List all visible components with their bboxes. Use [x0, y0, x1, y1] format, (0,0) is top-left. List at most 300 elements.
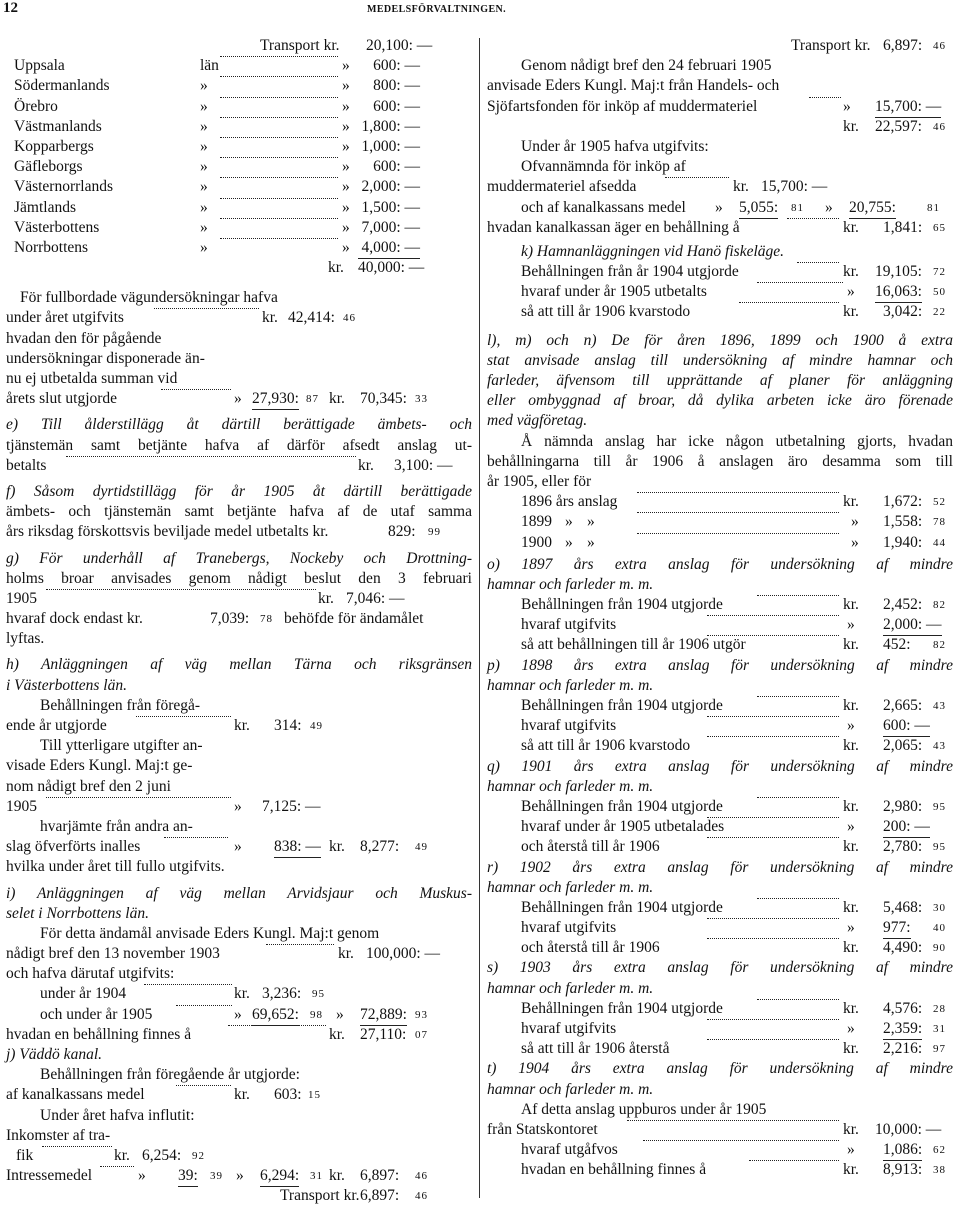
left-column: [6, 36, 472, 1207]
text: j) Väddö kanal.: [6, 1046, 102, 1063]
label: så att behållningen till år 1906 utgör: [521, 636, 746, 654]
transport-value: 20,100: —: [366, 37, 433, 54]
text: nu ej utbetalda summan vid: [6, 370, 178, 387]
county-name: Södermanlands: [14, 77, 110, 95]
text: farleder, äfvensom till upprättande af planer för anläggning: [487, 372, 953, 389]
amount-line: [6, 308, 472, 328]
ore: 28: [933, 1002, 946, 1015]
leader-dots: [787, 218, 839, 219]
leader-dots: [220, 97, 338, 98]
amount: 100,000: —: [366, 945, 441, 963]
ditto: »: [342, 137, 350, 155]
ore: 97: [933, 1043, 946, 1056]
text-line: [487, 979, 953, 999]
county-amount: 600: —: [373, 57, 420, 75]
kr-label: kr.: [843, 999, 859, 1017]
text: år 1905, eller för: [487, 472, 592, 490]
ditto: »: [336, 1005, 344, 1023]
ditto: »: [847, 1020, 855, 1037]
leader-dots: [757, 797, 839, 798]
county-amount: 1,000: —: [361, 137, 420, 155]
kr-label: kr.: [329, 1167, 345, 1185]
section-q-heading: [487, 757, 953, 777]
amount: 5,468:: [883, 898, 923, 916]
amount: 10,000: —: [875, 1120, 942, 1138]
leader-dots: [757, 282, 843, 283]
leader-dots: [161, 389, 231, 390]
text: l), m) och n) De för åren 1896, 1899 och 1900 å extra: [487, 331, 953, 349]
label: Intressemedel: [6, 1167, 93, 1185]
kr-label: kr.: [114, 1146, 130, 1164]
text: och hafva därutaf utgifvits:: [6, 965, 175, 983]
amount: 69,652:: [252, 1005, 299, 1026]
leader-dots: [707, 938, 839, 939]
text-line: [487, 575, 953, 595]
amount: 2,359:: [883, 1019, 922, 1040]
kr-label: kr.: [843, 303, 859, 321]
amount-line: [6, 609, 472, 629]
ore: 99: [428, 526, 441, 539]
county-mark: »: [200, 158, 208, 176]
county-total-line: [6, 258, 472, 278]
county-mark: »: [200, 77, 208, 95]
page-header: [0, 0, 960, 14]
text: Under år 1905 hafva utgifvits:: [521, 137, 709, 155]
right-column: [487, 36, 953, 1181]
amount: 15,700: —: [875, 97, 941, 118]
text-line: [487, 676, 953, 696]
text: hamnar och farleder m. m.: [487, 979, 654, 997]
leader-dots: [707, 837, 839, 838]
ditto: »: [234, 797, 242, 815]
ditto: »: [342, 77, 350, 95]
text: Under året hafva influtit:: [40, 1106, 195, 1124]
section-r-heading: [487, 858, 953, 878]
ditto: »: [847, 717, 855, 735]
total: 8,277:: [360, 838, 400, 856]
leader-dots: [637, 533, 839, 534]
text-line: [6, 569, 472, 589]
leader-dots: [220, 157, 338, 158]
label: och återstå till år 1906: [521, 838, 660, 856]
label: årets slut utgjorde: [6, 390, 118, 408]
text-line: [487, 371, 953, 391]
amount: 2,216:: [883, 1040, 923, 1058]
text-line: [487, 76, 953, 96]
transport-line: [6, 1186, 472, 1206]
label: hvaraf under år 1905 utbetalades: [521, 818, 725, 836]
amount-line: [487, 999, 953, 1019]
label: så att till år 1906 kvarstodo: [521, 737, 691, 755]
section-lmn-heading: [487, 331, 953, 351]
label: Behållningen från 1904 utgjorde: [521, 596, 723, 614]
leader-dots: [757, 595, 839, 596]
label: behöfde för ändamålet: [284, 610, 424, 628]
amount-line: [487, 797, 953, 817]
amount: 2,980:: [883, 797, 923, 815]
county-mark: »: [200, 178, 208, 196]
amount: 2,780:: [883, 838, 923, 856]
text: För detta ändamål anvisade Eders Kungl. Maj:t genom: [40, 924, 380, 942]
section-i-heading: [6, 884, 472, 904]
label: fik: [16, 1146, 34, 1164]
ore: 44: [933, 536, 946, 549]
text: Till ytterligare utgifter an-: [40, 737, 203, 755]
text: lyftas.: [6, 630, 45, 648]
text-line: [6, 857, 472, 877]
county-amount: 7,000: —: [361, 218, 420, 236]
county-row: [6, 56, 472, 76]
amount-line: [487, 282, 953, 302]
amount: 3,100: —: [394, 456, 453, 474]
text: visade Eders Kungl. Maj:t ge-: [6, 757, 193, 775]
kr-label: kr.: [843, 1040, 859, 1058]
text: holms broar anvisades genom nådigt beslut den 3 februari: [6, 569, 472, 587]
leader-dots: [797, 262, 839, 263]
text-line: [6, 436, 472, 456]
label: hvaraf utgifvits: [521, 717, 617, 735]
text-line: [487, 157, 953, 177]
text: hvadan den för pågående: [6, 329, 162, 347]
leader-dots: [707, 1039, 839, 1040]
leader-dots: [757, 898, 839, 899]
text: nom nådigt bref den 2 juni: [6, 777, 171, 795]
ore: 38: [933, 1164, 946, 1177]
leader-dots: [643, 1140, 839, 1141]
ore: 81: [927, 201, 940, 214]
ditto: »: [342, 178, 350, 196]
section-t-heading: [487, 1059, 953, 1079]
text: f) Såsom dyrtidstillägg för år 1905 åt därtill berättigade: [6, 482, 472, 500]
total: 20,755:: [849, 198, 896, 219]
text-line: [487, 878, 953, 898]
section-k-heading: [487, 242, 953, 262]
ditto: »: [851, 513, 859, 531]
ore: 98: [310, 1008, 323, 1021]
ore: 46: [933, 120, 946, 133]
label: och under år 1905: [40, 1005, 153, 1023]
ditto: »: [587, 513, 595, 531]
text-line: [6, 924, 472, 944]
amount-line: [487, 1140, 953, 1160]
label: under år 1904: [40, 985, 127, 1003]
leader-dots: [176, 1085, 231, 1086]
anslag-row: [487, 492, 953, 512]
text-line: [6, 329, 472, 349]
leader-dots: [220, 76, 338, 77]
text: k) Hamnanläggningen vid Hanö fiskeläge.: [521, 242, 785, 260]
amount: 977:: [883, 918, 911, 939]
text-line: [487, 777, 953, 797]
text: hamnar och farleder m. m.: [487, 575, 654, 593]
county-amount: 600: —: [373, 158, 420, 176]
leader-dots: [220, 117, 338, 118]
amount: 2,065:: [883, 737, 923, 755]
label: hvaraf under år 1905 utbetalts: [521, 283, 707, 301]
ditto: »: [715, 198, 723, 216]
leader-dots: [46, 589, 316, 590]
label: hvaraf utgifvits: [521, 616, 617, 634]
text: stat anvisade anslag till undersökning af mindre hamnar och: [487, 351, 953, 369]
amount-line: [6, 984, 472, 1004]
kr-label: kr.: [843, 1161, 859, 1179]
amount: 27,930:: [252, 389, 299, 410]
amount-line: [6, 1025, 472, 1045]
kr-label: kr.: [262, 309, 278, 327]
ore: 33: [415, 393, 428, 406]
county-amount: 600: —: [373, 97, 420, 115]
ore: 82: [933, 639, 946, 652]
ditto: »: [565, 513, 573, 531]
amount: 2,665:: [883, 697, 923, 714]
transport-value: 6,897:: [883, 37, 923, 54]
text-line: [6, 629, 472, 649]
text: Inkomster af tra-: [6, 1126, 111, 1144]
text-line: [6, 1065, 472, 1085]
county-mark: »: [200, 97, 208, 115]
leader-dots: [707, 615, 839, 616]
kr-label: kr.: [358, 456, 374, 474]
text-line: [487, 432, 953, 452]
ditto: »: [847, 919, 855, 937]
leader-dots: [46, 797, 231, 798]
county-mark: »: [200, 198, 208, 216]
kr-label: kr.: [843, 697, 859, 714]
amount-line: [6, 716, 472, 736]
section-e-heading: [6, 415, 472, 435]
amount-line: [6, 456, 472, 476]
leader-dots: [707, 635, 839, 636]
text-line: [487, 1080, 953, 1100]
amount: 1,558:: [883, 513, 923, 531]
kr-label: kr.: [843, 797, 859, 815]
amount-line: [487, 716, 953, 736]
amount-line: [487, 837, 953, 857]
amount-line: [487, 898, 953, 918]
ditto: »: [587, 533, 595, 551]
kr-label: kr.: [843, 939, 859, 957]
amount-line: [6, 389, 472, 409]
ore: 39: [210, 1170, 223, 1183]
amount: 2,000: —: [883, 615, 942, 636]
county-mark: län: [200, 57, 219, 75]
ditto: »: [342, 57, 350, 75]
amount-line: [6, 944, 472, 964]
label: Behållningen från 1904 utgjorde: [521, 797, 723, 815]
leader-dots: [144, 984, 232, 985]
ditto: »: [825, 198, 833, 216]
leader-dots: [707, 1019, 839, 1020]
county-row: [6, 238, 472, 258]
text-line: [487, 1100, 953, 1120]
label: hvaraf utgifvits: [521, 1020, 617, 1037]
text: Genom nådigt bref den 24 februari 1905: [521, 57, 772, 75]
amount: 42,414:: [288, 309, 335, 327]
county-amount: 1,800: —: [361, 117, 420, 135]
amount: 3,236:: [262, 985, 302, 1003]
label: Behållningen från 1904 utgjorde: [521, 898, 723, 916]
text: hvarjämte från andra an-: [40, 817, 193, 835]
text: e) Till ålderstillägg åt därtill berättigade ämbets- och: [6, 416, 472, 434]
county-amount: 4,000: —: [358, 238, 420, 259]
text-line: [6, 817, 472, 837]
kr-label: kr.: [318, 589, 334, 607]
label: hvadan en behållning finnes å: [6, 1025, 192, 1043]
leader-dots: [707, 716, 839, 717]
leader-dots: [100, 1166, 134, 1167]
total: 72,889:: [360, 1005, 407, 1026]
amount-line: [6, 1146, 472, 1166]
text: h) Anläggningen af väg mellan Tärna och riksgränsen: [6, 656, 472, 674]
leader-dots: [707, 736, 839, 737]
kr-label: kr.: [843, 1120, 859, 1138]
text-line: [6, 369, 472, 389]
amount-line: [487, 595, 953, 615]
ore: 31: [933, 1023, 946, 1035]
section-g-heading: [6, 549, 472, 569]
leader-dots: [136, 716, 231, 717]
amount-line: [487, 817, 953, 837]
amount: 4,490:: [883, 939, 923, 957]
ore: 95: [933, 841, 946, 854]
amount-line: [487, 177, 953, 197]
ditto: »: [847, 818, 855, 836]
county-total: 40,000: —: [358, 259, 425, 277]
ore: 46: [933, 40, 946, 52]
label: så att till år 1906 återstå: [521, 1040, 670, 1058]
county-name: Jämtlands: [14, 198, 76, 216]
county-row: [6, 157, 472, 177]
ore: 65: [933, 221, 946, 234]
ditto: »: [342, 117, 350, 135]
ore: 43: [933, 700, 946, 712]
text: Behållningen från föregå-: [40, 696, 201, 714]
leader-dots: [809, 97, 841, 98]
leader-dots: [164, 837, 228, 838]
amount-line: [6, 1166, 472, 1186]
kr-label: kr.: [843, 117, 859, 135]
label: muddermateriel afsedda: [487, 178, 637, 196]
amount: 314:: [274, 717, 302, 734]
amount: 1,940:: [883, 533, 923, 551]
ditto: »: [847, 616, 855, 634]
text: t) 1904 års extra anslag för undersökning af mindre: [487, 1060, 953, 1078]
leader-dots: [220, 177, 338, 178]
transport-line: [6, 36, 472, 56]
ditto: »: [342, 198, 350, 216]
ditto: »: [847, 283, 855, 301]
county-row: [6, 218, 472, 238]
leader-dots: [228, 1025, 326, 1026]
leader-dots: [739, 302, 839, 303]
label: års riksdag förskottsvis beviljade medel utbetalts kr.: [6, 523, 329, 541]
kr-label: kr.: [843, 493, 859, 511]
ore: 46: [343, 312, 356, 325]
label: hvaraf dock endast kr.: [6, 610, 143, 628]
amount: 6,254:: [142, 1146, 182, 1164]
amount-line: [6, 1005, 472, 1025]
text-line: [6, 1106, 472, 1126]
ore: 46: [415, 1170, 428, 1183]
text: undersökningar disponerade än-: [6, 349, 205, 367]
ore: 78: [933, 516, 946, 529]
label: betalts: [6, 456, 47, 474]
amount: 1,672:: [883, 493, 923, 511]
ore: 82: [933, 599, 946, 612]
label: från Statskontoret: [487, 1120, 598, 1138]
leader-dots: [154, 308, 259, 309]
amount: 200: —: [883, 817, 930, 838]
label: ende år utgjorde: [6, 717, 107, 734]
amount: 7,125: —: [262, 797, 321, 815]
label: hvaraf utgåfvos: [521, 1141, 618, 1159]
text: behållningarna till år 1906 å anslagen äro desamma som till: [487, 452, 953, 470]
county-name: Gäfleborgs: [14, 158, 83, 176]
leader-dots: [757, 696, 839, 697]
label: hvadan kanalkassan äger en behållning å: [487, 218, 740, 236]
leader-dots: [266, 944, 334, 945]
text: Ofvannämnda för inköp af: [521, 158, 686, 176]
county-name: Kopparbergs: [14, 137, 94, 155]
label: Behållningen från 1904 utgjorde: [521, 697, 723, 714]
leader-dots: [220, 238, 338, 239]
transport-label: Transport kr.: [260, 37, 340, 54]
text: ämbets- och tjänstemän samt betjänte hafva af de utaf samma: [6, 503, 472, 521]
anslag-row: [487, 512, 953, 532]
anslag-row: [487, 533, 953, 553]
amount: 1,841:: [883, 218, 923, 236]
section-o-heading: [487, 555, 953, 575]
text: i Västerbottens län.: [6, 676, 127, 694]
amount: 16,063:: [875, 282, 922, 303]
text: hamnar och farleder m. m.: [487, 878, 654, 896]
transport-value: 6,897:: [360, 1187, 400, 1205]
text: o) 1897 års extra anslag för undersökning af mindre: [487, 555, 953, 573]
label: och återstå till år 1906: [521, 939, 660, 957]
amount-line: [6, 797, 472, 817]
amount: 3,042:: [883, 303, 923, 321]
anslag-label: 1900: [521, 533, 552, 551]
ditto: »: [138, 1167, 146, 1185]
ditto: »: [342, 218, 350, 236]
leader-dots: [176, 1005, 232, 1006]
text-line: [6, 502, 472, 522]
kr-label: kr.: [843, 218, 859, 236]
label: och af kanalkassans medel: [521, 198, 686, 216]
ore: 31: [310, 1170, 323, 1183]
county-row: [6, 198, 472, 218]
leader-dots: [707, 918, 839, 919]
label: under året utgifvits: [6, 309, 124, 327]
kr-label: kr.: [843, 636, 859, 654]
text-line: [6, 777, 472, 797]
text: hvilka under året till fullo utgifvits.: [6, 858, 225, 876]
label: 1905: [6, 589, 37, 607]
ore: 49: [310, 720, 323, 732]
text-line: [6, 736, 472, 756]
running-head: MEDELSFÖRVALTNINGEN.: [367, 4, 507, 15]
amount-line: [487, 918, 953, 938]
amount: 1,086:: [883, 1140, 922, 1161]
leader-dots: [66, 456, 356, 457]
label: slag öfverförts inalles: [6, 838, 141, 856]
county-amount: 1,500: —: [361, 198, 420, 216]
section-s-heading: [487, 958, 953, 978]
kr-label: kr.: [843, 737, 859, 755]
label: Behållningen från 1904 utgjorde: [521, 999, 723, 1017]
text: g) För underhåll af Tranebergs, Nockeby och Drottning-: [6, 549, 472, 567]
text-line: [487, 391, 953, 411]
